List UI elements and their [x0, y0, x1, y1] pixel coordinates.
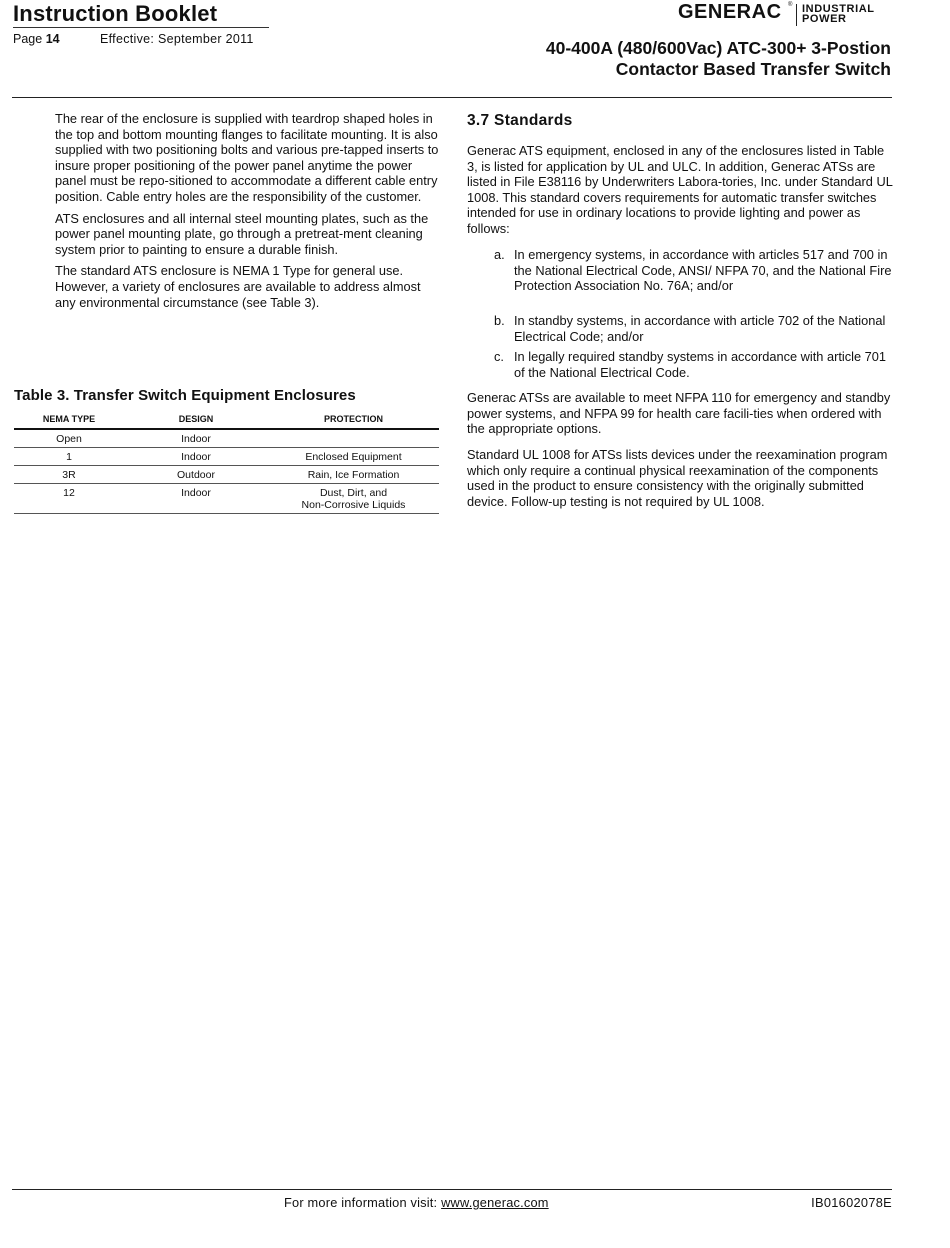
table-cell: Open: [14, 429, 124, 448]
column-header-protection: PROTECTION: [268, 409, 439, 429]
footer-divider: [12, 1189, 892, 1190]
table-cell: Indoor: [124, 448, 268, 466]
booklet-title: Instruction Booklet: [13, 1, 218, 26]
table-cell: 3R: [14, 466, 124, 484]
table-row: [14, 429, 439, 448]
enclosures-table: [14, 409, 439, 514]
document-title-line1: 40-400A (480/600Vac) ATC-300+ 3-Postion: [545, 38, 891, 58]
table-cell: Rain, Ice Formation: [268, 466, 439, 484]
website-link[interactable]: www.generac.com: [441, 1195, 549, 1210]
section-title: 3.7 Standards: [467, 112, 573, 129]
column-header-nema-type: NEMA TYPE: [14, 409, 124, 429]
table-header-row: [14, 409, 439, 429]
page-number: [13, 32, 60, 46]
column-header-design: DESIGN: [124, 409, 268, 429]
table-cell: Dust, Dirt, and Non-Corrosive Liquids: [268, 484, 439, 514]
paragraph-mounting: The rear of the enclosure is supplied with teardrop shaped holes in the top and bottom mounting flanges to facilitate mounting. It is also supplied with two positioning bolts and various pre-tapped inserts to insure proper positioning of the power panel anytime the power panel must be repo-sitioned to accommodate a different cable entry position. Cable entry holes are the responsibility of the customer.: [55, 111, 439, 204]
title-underline: [13, 27, 269, 28]
paragraph-nema-type: The standard ATS enclosure is NEMA 1 Type for general use. However, a variety of enclosures are available to address almost any environmental circumstance (see Table 3).: [55, 263, 421, 310]
list-item-text: In legally required standby systems in accordance with article 701 of the National Electrical Code.: [514, 349, 887, 380]
paragraph-reexamination: Standard UL 1008 for ATSs lists devices under the reexamination program which only require a continual physical reexamination of the components used in the product to ensure consistency with the originally submitted device. Follow-up testing is not required by UL 1008.: [467, 447, 888, 509]
logo-separator: [796, 4, 797, 26]
paragraph-nfpa: Generac ATSs are available to meet NFPA 110 for emergency and standby power systems, and NFPA 99 for health care facili-ties when ordered with the appropriate options.: [467, 390, 891, 437]
list-item: [494, 247, 894, 294]
document-title: [546, 38, 891, 80]
list-item: [494, 313, 894, 344]
logo-registered-mark: ®: [788, 2, 793, 8]
table-cell: 12: [14, 484, 124, 514]
effective-date: Effective: September 2011: [100, 32, 254, 46]
footer-text: For more information visit:: [284, 1195, 438, 1210]
table-title: Table 3. Transfer Switch Equipment Enclosures: [14, 387, 356, 404]
header-divider: [12, 97, 892, 98]
logo-brand: GENERAC: [678, 1, 782, 23]
page-label: Page: [13, 32, 43, 46]
table-row: [14, 448, 439, 466]
table-cell: Enclosed Equipment: [268, 448, 439, 466]
document-title-line2: Contactor Based Transfer Switch: [615, 59, 891, 79]
table-row: [14, 484, 439, 514]
table-cell: Outdoor: [124, 466, 268, 484]
list-item-label: c.: [494, 349, 504, 364]
page-number-value: 14: [45, 32, 60, 46]
table-cell: Indoor: [124, 429, 268, 448]
generac-logo: [678, 2, 894, 28]
list-item: [494, 349, 894, 380]
table-cell: 1: [14, 448, 124, 466]
list-item-text: In emergency systems, in accordance with articles 517 and 700 in the National Electrical Code, ANSI/ NFPA 70, and the National Fire Protection Association No. 76A; and/or: [514, 247, 892, 294]
list-item-label: a.: [494, 247, 505, 262]
footer-info: [284, 1195, 549, 1210]
logo-subtitle: INDUSTRIAL POWER: [802, 3, 875, 25]
paragraph-pretreatment: ATS enclosures and all internal steel mounting plates, such as the power panel mounting plate, go through a pretreat-ment cleaning system prior to painting to ensure a durable finish.: [55, 210, 429, 257]
table-cell: [268, 429, 439, 448]
list-item-label: b.: [494, 313, 505, 328]
list-item-text: In standby systems, in accordance with article 702 of the National Electrical Code; and/or: [514, 313, 886, 344]
left-column-text: [55, 111, 439, 316]
table-cell: Indoor: [124, 484, 268, 514]
standards-intro: Generac ATS equipment, enclosed in any of the enclosures listed in Table 3, is listed for application by UL and ULC. In addition, Generac ATSs are listed in File E38116 by Underwriters Labora-tories, Inc. under Standard UL 1008. This standard covers requirements for automatic transfer switches intended for use in ordinary locations to provide lighting and power as follows:: [467, 143, 893, 236]
document-code: IB01602078E: [811, 1195, 892, 1210]
table-row: [14, 466, 439, 484]
